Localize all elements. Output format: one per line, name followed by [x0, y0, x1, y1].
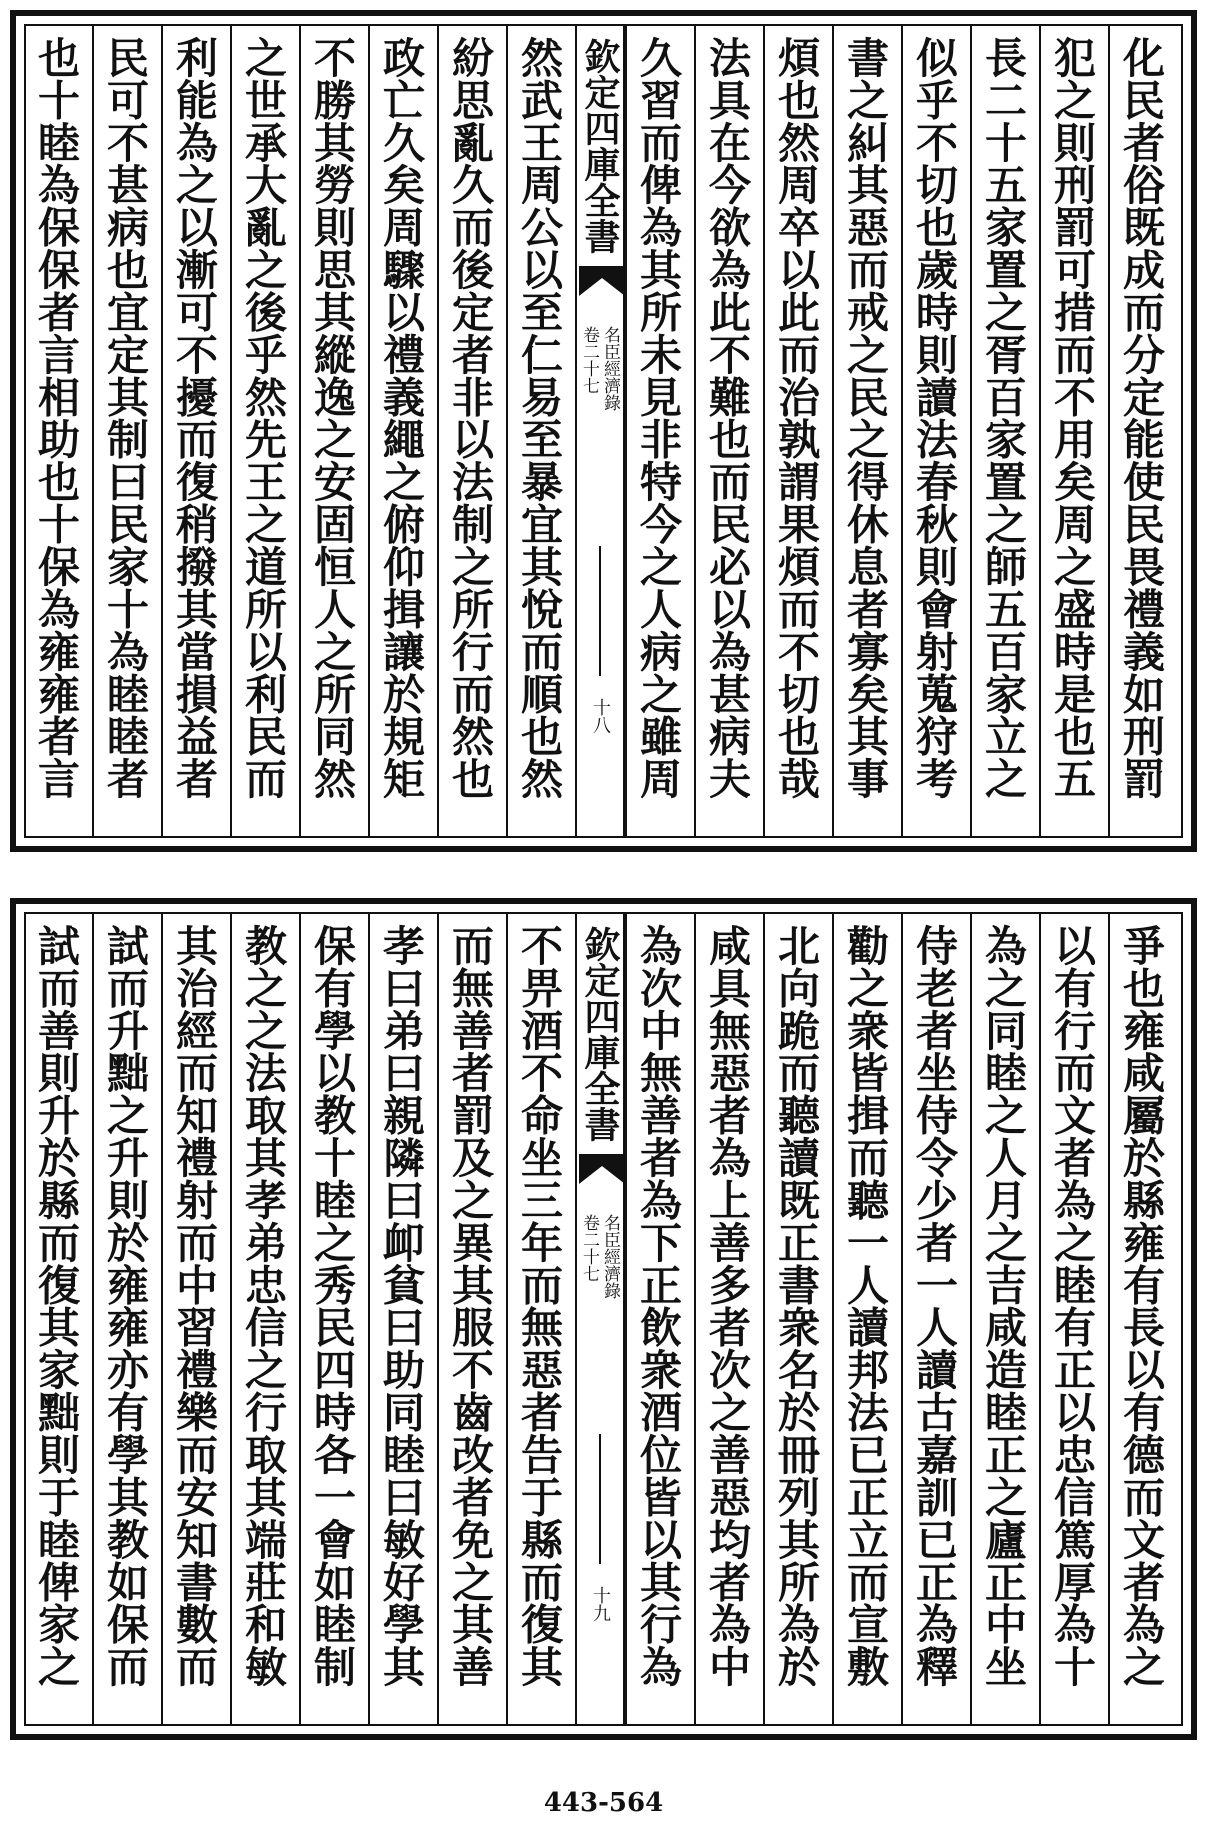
upper-column-text: 利能為之以漸可不擾而復稍撥其當損益者: [170, 36, 219, 800]
lower-column-text: 而無善者罰及之異其服不齒改者免之其善: [446, 924, 495, 1688]
lower-fold-column: [575, 914, 625, 1724]
upper-fold-divider: [599, 546, 601, 676]
lower-text-column: [230, 914, 299, 1724]
lower-column-text: 侍老者坐侍令少者一人讀古嘉訓已正為釋: [910, 924, 959, 1688]
upper-text-column: [506, 26, 575, 836]
lower-text-column: [1108, 914, 1177, 1724]
lower-text-column: [437, 914, 506, 1724]
upper-column-text: 長二十五家置之胥百家置之師五百家立之: [979, 36, 1028, 800]
upper-column-text: 久習而俾為其所未見非特今之人病之雖周: [634, 36, 683, 800]
upper-text-column: [763, 26, 832, 836]
lower-fishtail-mark-icon: [579, 1154, 625, 1194]
upper-column-text: 書之糾其惡而戒之民之得休息者寡矣其事: [841, 36, 890, 800]
upper-column-text: 犯之則刑罰可措而不用矣周之盛時是也五: [1048, 36, 1097, 800]
upper-fold-column: [575, 26, 625, 836]
lower-column-text: 保有學以教十睦之秀民四時各一會如睦制: [308, 924, 357, 1688]
lower-column-text: 其治經而知禮射而中習禮樂而安知書數而: [170, 924, 219, 1688]
lower-text-column: [92, 914, 161, 1724]
upper-column-text: 也十睦為保保者言相助也十保為雍雍者言: [32, 36, 81, 800]
upper-column-text: 紛思亂久而後定者非以法制之所行而然也: [446, 36, 495, 800]
lower-page-frame: [24, 912, 1183, 1726]
upper-fold-book-name: 名臣經濟錄: [600, 326, 620, 411]
upper-text-column: [92, 26, 161, 836]
upper-column-text: 然武王周公以至仁易至暴宜其悅而順也然: [515, 36, 564, 800]
lower-column-text: 教之之法取其孝弟忠信之行取其端莊和敏: [239, 924, 288, 1688]
upper-fold-page-number: 十八: [590, 698, 611, 734]
upper-text-column: [368, 26, 437, 836]
lower-text-column: [1039, 914, 1108, 1724]
lower-column-text: 咸具無惡者為上善多者次之善惡均者為中: [703, 924, 752, 1688]
lower-text-column: [161, 914, 230, 1724]
upper-column-text: 政亡久矣周驟以禮義繩之俯仰揖讓於規矩: [377, 36, 426, 800]
lower-text-column: [763, 914, 832, 1724]
lower-fold-page-number: 十九: [590, 1586, 611, 1622]
lower-fold-book-name: 名臣經濟錄: [600, 1214, 620, 1299]
upper-text-column: [832, 26, 901, 836]
lower-column-text: 孝曰弟曰親隣曰卹貧曰助同睦曰敏好學其: [377, 924, 426, 1688]
lower-column-text: 試而善則升於縣而復其家黜則于睦俾家之: [32, 924, 81, 1688]
lower-column-text: 為之同睦之人月之吉咸造睦正之廬正中坐: [979, 924, 1028, 1688]
upper-column-text: 不勝其勞則思其縱逸之安固恒人之所同然: [308, 36, 357, 800]
lower-text-column: [26, 914, 92, 1724]
upper-column-text: 之世承大亂之後乎然先王之道所以利民而: [239, 36, 288, 800]
lower-column-text: 為次中無善者為下正飲衆酒位皆以其行為: [634, 924, 683, 1688]
lower-column-text: 試而升黜之升則於雍雍亦有學其教如保而: [101, 924, 150, 1688]
upper-page-frame: [24, 24, 1183, 838]
upper-text-column: [1039, 26, 1108, 836]
lower-text-column: [694, 914, 763, 1724]
upper-text-column: [437, 26, 506, 836]
upper-text-column: [694, 26, 763, 836]
lower-column-text: 北向跪而聽讀既正書衆名於冊列其所為於: [772, 924, 821, 1688]
lower-text-column: [970, 914, 1039, 1724]
lower-column-text: 以有行而文者為之睦有正以忠信篤厚為十: [1048, 924, 1097, 1688]
lower-text-column: [368, 914, 437, 1724]
page-footer-number: 443-564: [543, 1788, 664, 1818]
upper-column-text: 化民者俗既成而分定能使民畏禮義如刑罰: [1117, 36, 1166, 800]
lower-text-column: [506, 914, 575, 1724]
upper-column-text: 煩也然周卒以此而治孰謂果煩而不切也哉: [772, 36, 821, 800]
lower-fold-volume: 卷二十七: [579, 1214, 599, 1282]
upper-page: [10, 10, 1197, 852]
upper-column-text: 民可不甚病也宜定其制曰民家十為睦睦者: [101, 36, 150, 800]
upper-fishtail-mark-icon: [579, 266, 625, 306]
upper-text-column: [299, 26, 368, 836]
upper-text-column: [970, 26, 1039, 836]
lower-column-text: 勸之衆皆揖而聽一人讀邦法已正立而宣敷: [841, 924, 890, 1688]
lower-fold-title: 欽定四庫全書: [579, 926, 621, 1142]
upper-text-column: [230, 26, 299, 836]
upper-text-column: [26, 26, 92, 836]
upper-fold-title: 欽定四庫全書: [579, 38, 621, 254]
upper-text-column: [625, 26, 694, 836]
upper-fold-volume: 卷二十七: [579, 326, 599, 394]
lower-text-column: [299, 914, 368, 1724]
lower-column-text: 爭也雍咸屬於縣雍有長以有德而文者為之: [1117, 924, 1166, 1688]
upper-text-column: [901, 26, 970, 836]
lower-text-column: [832, 914, 901, 1724]
upper-column-text: 法具在今欲為此不難也而民必以為甚病夫: [703, 36, 752, 800]
lower-page: [10, 898, 1197, 1740]
upper-column-text: 似乎不切也歲時則讀法春秋則會射蒐狩考: [910, 36, 959, 800]
lower-column-text: 不畀酒不命坐三年而無惡者告于縣而復其: [515, 924, 564, 1688]
upper-text-column: [161, 26, 230, 836]
lower-text-column: [901, 914, 970, 1724]
lower-fold-divider: [599, 1434, 601, 1564]
lower-text-column: [625, 914, 694, 1724]
upper-text-column: [1108, 26, 1177, 836]
